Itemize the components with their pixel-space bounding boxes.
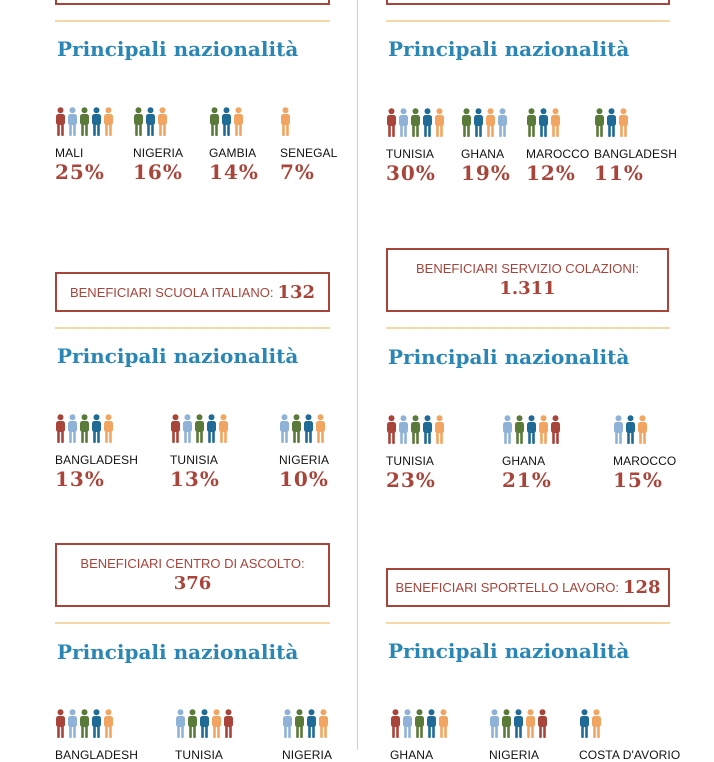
person-icon [233, 107, 244, 136]
country-name: TUNISIA [170, 453, 219, 467]
person-icon [538, 415, 549, 444]
people-icons [386, 107, 445, 137]
nationality-item [175, 708, 234, 762]
percentage: 21% [502, 468, 552, 492]
percentage: 19% [461, 161, 511, 185]
person-icon [294, 709, 305, 738]
person-icon [79, 709, 90, 738]
country-name: MAROCCO [526, 147, 590, 161]
section-title-text: Principali nazionalità [388, 37, 630, 61]
person-icon [386, 415, 397, 444]
nationality-item [55, 106, 114, 184]
person-icon [434, 108, 445, 137]
person-icon [489, 709, 500, 738]
person-icon [315, 414, 326, 443]
person-icon [291, 414, 302, 443]
person-icon [79, 107, 90, 136]
person-icon [55, 414, 66, 443]
person-icon [438, 709, 449, 738]
beneficiari-sportello-lavoro-box [386, 568, 670, 607]
nationality-item [170, 413, 229, 491]
section-title-text: Principali nazionalità [388, 639, 630, 663]
nationality-item [133, 106, 183, 184]
nationality-item [461, 107, 511, 185]
person-icon [426, 709, 437, 738]
people-icons [175, 708, 234, 738]
person-icon [398, 415, 409, 444]
nationality-item [594, 107, 677, 185]
separator [386, 20, 670, 22]
person-icon [422, 415, 433, 444]
percentage: 16% [133, 160, 183, 184]
nationality-item [502, 414, 561, 492]
person-icon [502, 415, 513, 444]
person-icon [103, 414, 114, 443]
person-icon [550, 415, 561, 444]
person-icon [526, 415, 537, 444]
person-icon [414, 709, 425, 738]
nationality-item [390, 708, 449, 762]
people-icons [579, 708, 680, 738]
box-label: BENEFICIARI SPORTELLO LAVORO: [395, 580, 619, 595]
column-divider [357, 0, 358, 750]
country-name: GAMBIA [209, 146, 257, 160]
country-name: NIGERIA [282, 748, 333, 762]
separator [55, 20, 330, 22]
nationality-item [489, 708, 548, 762]
person-icon [501, 709, 512, 738]
person-icon [637, 415, 648, 444]
person-icon [514, 415, 525, 444]
section-title-text: Principali nazionalità [57, 344, 299, 368]
percentage: 11% [594, 161, 644, 185]
box-label: BENEFICIARI CENTRO DI ASCOLTO: [80, 556, 305, 571]
person-icon [91, 414, 102, 443]
people-icons [280, 106, 337, 136]
person-icon [398, 108, 409, 137]
nationality-item [209, 106, 259, 184]
section-title [388, 38, 629, 61]
person-icon [422, 108, 433, 137]
person-icon [199, 709, 210, 738]
person-icon [279, 414, 290, 443]
person-icon [410, 108, 421, 137]
person-icon [525, 709, 536, 738]
country-name: TUNISIA [386, 147, 435, 161]
person-icon [145, 107, 156, 136]
nationality-item [282, 708, 332, 762]
person-icon [434, 415, 445, 444]
person-icon [218, 414, 229, 443]
separator [55, 622, 330, 624]
person-icon [55, 709, 66, 738]
box-label: BENEFICIARI SCUOLA ITALIANO: [69, 284, 274, 300]
person-icon [538, 108, 549, 137]
country-name: BANGLADESH [55, 453, 139, 467]
person-icon [550, 108, 561, 137]
nationality-item [279, 413, 329, 491]
section-title [57, 345, 298, 368]
people-icons [461, 107, 511, 137]
separator [386, 622, 670, 624]
country-name: NIGERIA [279, 453, 330, 467]
person-icon [579, 709, 590, 738]
person-icon [280, 107, 291, 136]
country-name: TUNISIA [175, 748, 224, 762]
box-value: 132 [277, 281, 316, 303]
people-icons [489, 708, 548, 738]
nationality-item [579, 708, 680, 762]
country-name: GHANA [502, 454, 546, 468]
person-icon [591, 709, 602, 738]
person-icon [103, 709, 114, 738]
country-name: COSTA D'AVORIO [579, 748, 681, 762]
person-icon [223, 709, 234, 738]
percentage: 30% [386, 161, 436, 185]
person-icon [485, 108, 496, 137]
nationality-item [386, 107, 445, 185]
separator [386, 327, 670, 329]
person-icon [170, 414, 181, 443]
person-icon [67, 414, 78, 443]
people-icons [390, 708, 449, 738]
box-top-right-cropped [386, 0, 670, 5]
nationality-item [55, 413, 138, 491]
person-icon [79, 414, 90, 443]
people-icons [279, 413, 329, 443]
nationality-item [55, 708, 138, 762]
person-icon [461, 108, 472, 137]
section-title [388, 640, 629, 663]
people-icons [133, 106, 183, 136]
person-icon [606, 108, 617, 137]
person-icon [91, 107, 102, 136]
section-title [57, 38, 298, 61]
person-icon [103, 107, 114, 136]
person-icon [390, 709, 401, 738]
beneficiari-scuola-italiano-box [55, 272, 330, 312]
person-icon [497, 108, 508, 137]
person-icon [306, 709, 317, 738]
country-name: TUNISIA [386, 454, 435, 468]
percentage: 23% [386, 468, 436, 492]
country-name: NIGERIA [489, 748, 540, 762]
country-name: BANGLADESH [594, 147, 678, 161]
person-icon [182, 414, 193, 443]
percentage: 25% [55, 160, 105, 184]
section-title [57, 641, 298, 664]
person-icon [133, 107, 144, 136]
people-icons [55, 413, 138, 443]
country-name: SENEGAL [280, 146, 338, 160]
person-icon [221, 107, 232, 136]
person-icon [386, 108, 397, 137]
percentage: 12% [526, 161, 576, 185]
person-icon [211, 709, 222, 738]
people-icons [613, 414, 676, 444]
section-title-text: Principali nazionalità [388, 345, 630, 369]
person-icon [318, 709, 329, 738]
person-icon [91, 709, 102, 738]
people-icons [386, 414, 445, 444]
box-value: 128 [622, 577, 661, 598]
person-icon [67, 107, 78, 136]
person-icon [187, 709, 198, 738]
nationality-item [526, 107, 589, 185]
person-icon [194, 414, 205, 443]
box-value: 1.311 [499, 278, 556, 299]
people-icons [170, 413, 229, 443]
people-icons [55, 708, 138, 738]
section-title [388, 346, 629, 369]
country-name: BANGLADESH [55, 748, 139, 762]
person-icon [473, 108, 484, 137]
nationality-item [280, 106, 337, 184]
person-icon [618, 108, 629, 137]
section-title-text: Principali nazionalità [57, 37, 299, 61]
person-icon [537, 709, 548, 738]
people-icons [209, 106, 259, 136]
person-icon [526, 108, 537, 137]
country-name: NIGERIA [133, 146, 184, 160]
people-icons [55, 106, 114, 136]
country-name: GHANA [461, 147, 505, 161]
percentage: 10% [279, 467, 329, 491]
person-icon [209, 107, 220, 136]
country-name: GHANA [390, 748, 434, 762]
people-icons [502, 414, 561, 444]
beneficiari-servizio-colazioni-box [386, 248, 669, 312]
person-icon [594, 108, 605, 137]
person-icon [625, 415, 636, 444]
person-icon [410, 415, 421, 444]
person-icon [206, 414, 217, 443]
section-title-text: Principali nazionalità [57, 640, 299, 664]
percentage: 13% [55, 467, 105, 491]
box-top-left-cropped [55, 0, 330, 5]
percentage: 13% [170, 467, 220, 491]
box-label: BENEFICIARI SERVIZIO COLAZIONI: [416, 261, 639, 276]
nationality-item [613, 414, 676, 492]
person-icon [55, 107, 66, 136]
person-icon [282, 709, 293, 738]
percentage: 14% [209, 160, 259, 184]
person-icon [402, 709, 413, 738]
people-icons [282, 708, 332, 738]
person-icon [513, 709, 524, 738]
percentage: 7% [280, 160, 315, 184]
person-icon [67, 709, 78, 738]
percentage: 15% [613, 468, 663, 492]
beneficiari-centro-ascolto-box [55, 543, 330, 607]
separator [55, 327, 330, 329]
box-value: 376 [173, 573, 212, 594]
country-name: MAROCCO [613, 454, 677, 468]
people-icons [526, 107, 589, 137]
person-icon [175, 709, 186, 738]
person-icon [157, 107, 168, 136]
nationality-item [386, 414, 445, 492]
person-icon [303, 414, 314, 443]
person-icon [613, 415, 624, 444]
people-icons [594, 107, 677, 137]
country-name: MALI [55, 146, 84, 160]
